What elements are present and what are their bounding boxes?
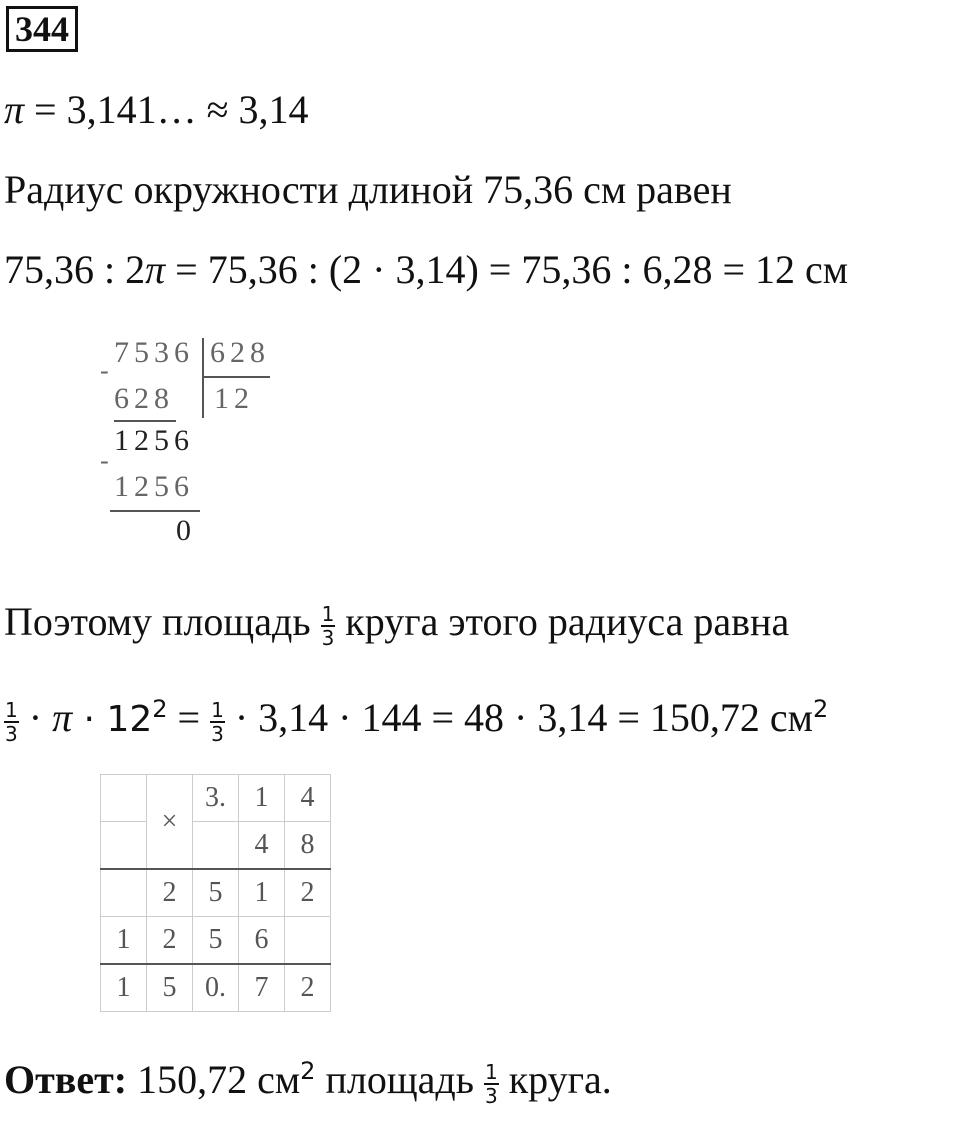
area-sentence — [4, 598, 789, 649]
answer — [4, 1056, 612, 1107]
area-calc-text: · — [18, 695, 53, 740]
exponent: 2 — [300, 1057, 316, 1085]
radius-calc-rest: = 75,36 : (2 · 3,14) = 75,36 : 6,28 = 12 см — [165, 247, 849, 292]
area-calc-text: · 3,14 · 144 = 48 · 3,14 = 150,72 см — [224, 695, 813, 740]
minus-sign: - — [100, 356, 114, 385]
grid-cell — [101, 869, 147, 917]
division-subtract-1: 628 — [114, 382, 174, 415]
area-calc-text: = — [167, 695, 211, 740]
division-vertical-line — [202, 338, 204, 418]
division-dividend: 7536 — [114, 336, 194, 369]
grid-cell: 4 — [239, 822, 285, 870]
division-remainder-1: 1256 — [114, 424, 194, 457]
grid-cell: 5 — [193, 917, 239, 965]
grid-cell: 3. — [193, 775, 239, 822]
pi-symbol: π — [4, 87, 25, 132]
grid-row — [101, 964, 331, 1012]
fraction: $\frac{1}{3}$ — [5, 697, 18, 746]
division-divisor: 628 — [210, 336, 270, 369]
area-sentence-start: Поэтому площадь — [4, 599, 321, 644]
grid-cell: 2 — [147, 869, 193, 917]
fraction: $\frac{1}{3}$ — [321, 601, 335, 650]
fraction: $\frac{1}{3}$ — [484, 1059, 498, 1108]
problem-number: 344 — [6, 6, 78, 52]
pi-symbol: π — [52, 695, 73, 740]
grid-cell: 4 — [285, 775, 331, 822]
grid-cell: 5 — [147, 964, 193, 1012]
exponent: 2 — [812, 695, 829, 723]
answer-value: 150,72 см — [127, 1057, 301, 1102]
grid-cell: 8 — [285, 822, 331, 870]
area-calculation — [4, 694, 828, 745]
grid-row — [101, 775, 331, 822]
answer-tail: круга. — [498, 1057, 612, 1102]
pi-approximation — [4, 86, 309, 134]
division-divisor-underline — [204, 376, 270, 378]
multiply-sign: × — [147, 775, 193, 870]
exponent: 2 — [152, 695, 168, 723]
pi-value: = 3,141… ≈ 3,14 — [24, 87, 309, 132]
grid-cell: 0. — [193, 964, 239, 1012]
grid-cell: 6 — [239, 917, 285, 965]
grid-cell: 2 — [285, 869, 331, 917]
grid-cell: 2 — [285, 964, 331, 1012]
grid-cell: 5 — [193, 869, 239, 917]
grid-cell: 1 — [239, 869, 285, 917]
grid-cell: 2 — [147, 917, 193, 965]
grid-row — [101, 869, 331, 917]
grid-cell — [285, 917, 331, 965]
answer-label: Ответ: — [4, 1057, 128, 1102]
radius-calculation — [4, 246, 848, 294]
grid-cell — [193, 822, 239, 870]
grid-row — [101, 822, 331, 870]
grid-cell — [101, 822, 147, 870]
grid-cell — [101, 775, 147, 822]
answer-text: площадь — [315, 1057, 484, 1102]
area-sentence-end: круга этого радиуса равна — [335, 599, 790, 644]
division-line-1 — [114, 420, 176, 422]
grid-cell: 7 — [239, 964, 285, 1012]
division-line-2 — [110, 510, 200, 512]
grid-cell: 1 — [101, 917, 147, 965]
minus-sign: - — [100, 446, 114, 475]
division-subtract-2: 1256 — [114, 470, 194, 503]
grid-cell: 1 — [239, 775, 285, 822]
multiplication-grid — [100, 774, 331, 1012]
grid-row — [101, 917, 331, 965]
radius-calc-start: 75,36 : 2 — [4, 247, 146, 292]
grid-cell: 1 — [101, 964, 147, 1012]
pi-symbol: π — [145, 247, 166, 292]
fraction: $\frac{1}{3}$ — [211, 697, 224, 746]
area-calc-text: · 12 — [72, 699, 153, 740]
division-result: 0 — [176, 514, 196, 547]
division-quotient: 12 — [214, 382, 254, 415]
radius-sentence: Радиус окружности длиной 75,36 см равен — [4, 167, 732, 212]
